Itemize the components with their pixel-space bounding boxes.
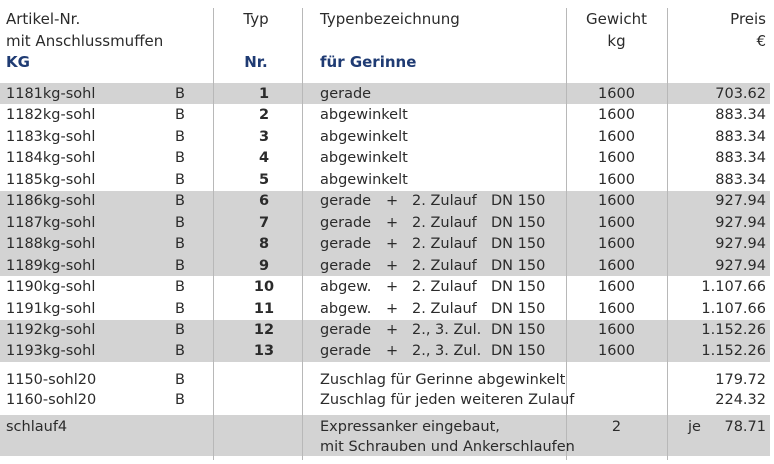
load-class: B	[175, 86, 185, 102]
price: 1.107.66	[701, 279, 766, 296]
header-price-unit: €	[756, 32, 766, 50]
article-number: 1150-sohl20	[6, 372, 97, 388]
price: 1.107.66	[701, 300, 766, 317]
type-number: 4	[258, 150, 270, 167]
description: gerade	[320, 86, 372, 102]
article-number: 1185kg-sohl	[6, 171, 96, 188]
weight: 1600	[598, 300, 635, 317]
plus-sign: +	[386, 343, 399, 360]
price-prefix: je	[688, 419, 701, 435]
inlet: 2. Zulauf	[412, 214, 477, 231]
inlet: 2., 3. Zul.	[412, 321, 482, 338]
description: abgewinkelt	[320, 171, 408, 188]
plus-sign: +	[386, 300, 399, 317]
type-number: 13	[253, 343, 275, 360]
article-number: 1186kg-sohl	[6, 193, 96, 210]
price: 927.94	[715, 214, 766, 231]
diameter: DN 150	[491, 214, 546, 231]
weight: 1600	[598, 321, 635, 338]
inlet: 2. Zulauf	[412, 193, 477, 210]
article-number: 1190kg-sohl	[6, 279, 96, 296]
article-number: 1188kg-sohl	[6, 236, 96, 253]
article-number: 1184kg-sohl	[6, 150, 96, 167]
header-article-sub: KG	[6, 53, 30, 71]
description-line2: mit Schrauben und Ankerschlaufen	[320, 439, 575, 455]
description: gerade	[320, 214, 372, 231]
header-desc: Typenbezeichnung	[320, 10, 460, 28]
description: abgewinkelt	[320, 150, 408, 167]
plus-sign: +	[386, 257, 399, 274]
type-number: 6	[258, 193, 270, 210]
type-number: 3	[258, 128, 270, 145]
inlet: 2. Zulauf	[412, 257, 477, 274]
description: gerade	[320, 343, 372, 360]
inlet: 2., 3. Zul.	[412, 343, 482, 360]
diameter: DN 150	[491, 343, 546, 360]
diameter: DN 150	[491, 193, 546, 210]
description: Zuschlag für Gerinne abgewinkelt	[320, 372, 566, 388]
diameter: DN 150	[491, 257, 546, 274]
article-number: 1187kg-sohl	[6, 214, 96, 231]
description: abgew.	[320, 279, 372, 296]
load-class: B	[175, 343, 185, 360]
description: gerade	[320, 193, 372, 210]
price: 927.94	[715, 257, 766, 274]
price: 703.62	[715, 86, 766, 102]
plus-sign: +	[386, 321, 399, 338]
price: 927.94	[715, 193, 766, 210]
header-desc-sub: für Gerinne	[320, 53, 417, 71]
type-number: 1	[258, 86, 270, 102]
header-article: Artikel-Nr.	[6, 10, 81, 28]
col-separator-1	[213, 8, 214, 460]
weight: 2	[611, 419, 622, 435]
inlet: 2. Zulauf	[412, 279, 477, 296]
price: 179.72	[715, 372, 766, 388]
article-number: 1181kg-sohl	[6, 86, 96, 102]
header-weight-unit: kg	[607, 32, 626, 50]
price: 1.152.26	[701, 321, 766, 338]
price: 1.152.26	[701, 343, 766, 360]
weight: 1600	[598, 214, 635, 231]
header-type: Typ	[243, 10, 269, 28]
description: gerade	[320, 236, 372, 253]
header-article-line2: mit Anschlussmuffen	[6, 32, 164, 50]
price: 927.94	[715, 236, 766, 253]
header-price: Preis	[730, 10, 766, 28]
weight: 1600	[598, 150, 635, 167]
weight: 1600	[598, 171, 635, 188]
load-class: B	[175, 171, 185, 188]
load-class: B	[175, 300, 185, 317]
load-class: B	[175, 279, 185, 296]
article-number: 1182kg-sohl	[6, 107, 96, 124]
article-number: 1193kg-sohl	[6, 343, 96, 360]
description-line1: Expressanker eingebaut,	[320, 419, 500, 435]
type-number: 2	[258, 107, 270, 124]
type-number: 5	[258, 171, 270, 188]
load-class: B	[175, 150, 185, 167]
type-number: 9	[258, 257, 270, 274]
inlet: 2. Zulauf	[412, 300, 477, 317]
load-class: B	[175, 128, 185, 145]
load-class: B	[175, 193, 185, 210]
description: gerade	[320, 257, 372, 274]
load-class: B	[175, 372, 185, 388]
load-class: B	[175, 214, 185, 231]
price: 224.32	[715, 392, 766, 408]
price: 883.34	[715, 171, 766, 188]
description: gerade	[320, 321, 372, 338]
load-class: B	[175, 257, 185, 274]
load-class: B	[175, 392, 185, 408]
type-number: 10	[253, 279, 275, 296]
weight: 1600	[598, 193, 635, 210]
load-class: B	[175, 107, 185, 124]
load-class: B	[175, 236, 185, 253]
type-number: 12	[253, 321, 275, 338]
header-type-sub: Nr.	[244, 53, 268, 71]
weight: 1600	[598, 107, 635, 124]
weight: 1600	[598, 236, 635, 253]
diameter: DN 150	[491, 321, 546, 338]
diameter: DN 150	[491, 300, 546, 317]
article-number: 1183kg-sohl	[6, 128, 96, 145]
article-number: 1160-sohl20	[6, 392, 97, 408]
description: Zuschlag für jeden weiteren Zulauf	[320, 392, 575, 408]
col-separator-2	[302, 8, 303, 460]
diameter: DN 150	[491, 236, 546, 253]
type-number: 7	[258, 214, 270, 231]
plus-sign: +	[386, 193, 399, 210]
weight: 1600	[598, 343, 635, 360]
price: 883.34	[715, 107, 766, 124]
weight: 1600	[598, 86, 635, 102]
plus-sign: +	[386, 236, 399, 253]
inlet: 2. Zulauf	[412, 236, 477, 253]
type-number: 8	[258, 236, 270, 253]
article-number: schlauf4	[6, 419, 68, 435]
article-number: 1192kg-sohl	[6, 321, 96, 338]
weight: 1600	[598, 128, 635, 145]
diameter: DN 150	[491, 279, 546, 296]
weight: 1600	[598, 279, 635, 296]
weight: 1600	[598, 257, 635, 274]
load-class: B	[175, 321, 185, 338]
type-number: 11	[253, 300, 275, 317]
article-number: 1189kg-sohl	[6, 257, 96, 274]
price: 78.71	[724, 419, 766, 435]
description: abgewinkelt	[320, 107, 408, 124]
plus-sign: +	[386, 279, 399, 296]
price: 883.34	[715, 128, 766, 145]
description: abgew.	[320, 300, 372, 317]
article-number: 1191kg-sohl	[6, 300, 96, 317]
plus-sign: +	[386, 214, 399, 231]
header-weight: Gewicht	[586, 10, 647, 28]
price: 883.34	[715, 150, 766, 167]
description: abgewinkelt	[320, 128, 408, 145]
